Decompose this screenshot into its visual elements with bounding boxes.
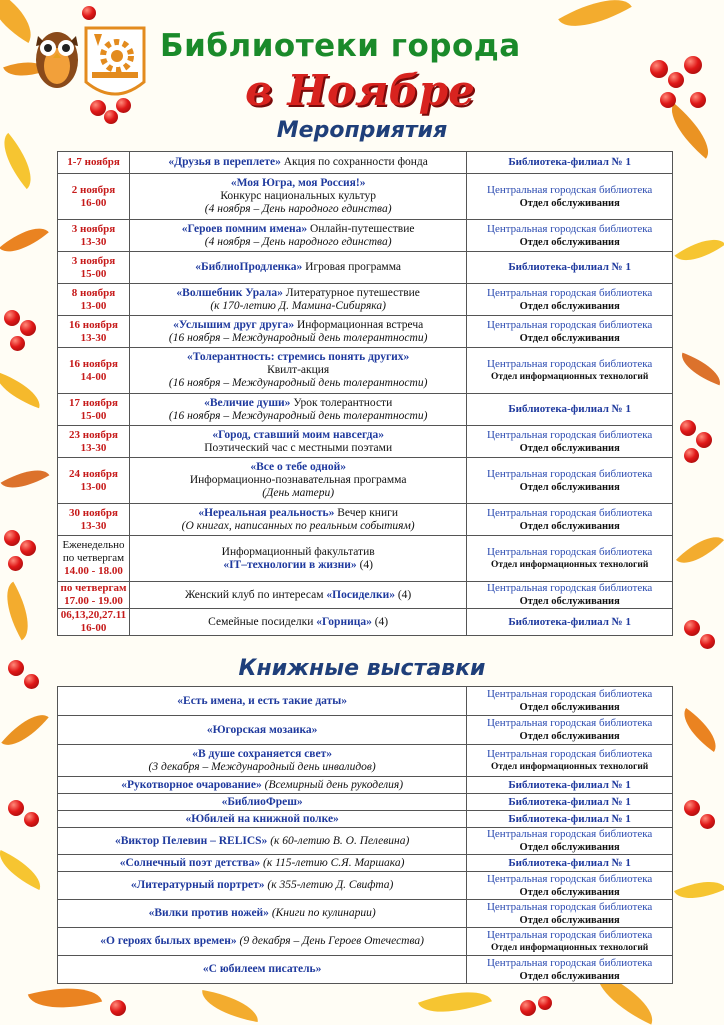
library-department: Отдел обслуживания	[519, 886, 620, 898]
event-note: (4 ноября – День народного единства)	[204, 235, 392, 248]
exhibition-description-cell	[58, 745, 467, 777]
event-date-cell	[58, 348, 130, 394]
event-date: 16 ноября	[69, 357, 118, 370]
exhibition-note: (к 115-летию С.Я. Маршака)	[260, 856, 405, 869]
event-type: Урок толерантности	[290, 396, 393, 409]
event-description-cell	[129, 316, 466, 348]
event-title-line	[132, 287, 464, 300]
exhibition-title-line	[60, 835, 464, 848]
event-row	[58, 458, 673, 504]
event-library-cell	[467, 458, 673, 504]
event-date-cell	[58, 504, 130, 536]
library-name: Центральная городская библиотека	[487, 428, 653, 441]
event-title-line	[132, 559, 464, 572]
event-description-cell	[129, 348, 466, 394]
exhibition-description-cell	[58, 794, 467, 811]
event-date: 30 ноября	[69, 506, 118, 519]
event-description-cell	[129, 536, 466, 582]
event-name: «Друзья в переплете»	[168, 156, 281, 168]
page-title: Библиотеки города	[160, 28, 521, 64]
event-date: 16 ноября	[69, 318, 118, 331]
exhibition-row	[58, 811, 673, 828]
event-name: «Героев помним имена»	[181, 222, 308, 235]
library-department: Отдел обслуживания	[519, 702, 620, 713]
exhibition-row	[58, 828, 673, 855]
exhibition-library-cell	[467, 900, 673, 928]
leaf-decoration	[1, 704, 48, 755]
exhibition-description-cell	[58, 828, 467, 855]
exhibition-row	[58, 745, 673, 777]
event-description-cell	[129, 152, 466, 174]
library-department: Отдел обслуживания	[519, 236, 620, 248]
berry-decoration	[538, 996, 552, 1010]
library-name: Центральная городская библиотека	[487, 506, 653, 519]
library-name: Библиотека-филиал № 1	[508, 261, 631, 273]
event-date: 13-30	[80, 331, 107, 344]
event-title-line	[132, 351, 464, 364]
event-date-cell	[58, 426, 130, 458]
berry-decoration	[684, 800, 700, 816]
exhibition-note: (к 60-летию В. О. Пелевина)	[267, 834, 410, 847]
event-library-cell	[467, 426, 673, 458]
exhibition-name: «Вилки против ножей»	[148, 907, 269, 919]
event-description-cell	[129, 284, 466, 316]
event-date: 17.00 - 19.00	[64, 595, 123, 607]
event-row	[58, 152, 673, 174]
exhibition-title-line	[60, 907, 464, 920]
exhibition-description-cell	[58, 928, 467, 956]
exhibition-library-cell	[467, 794, 673, 811]
event-row	[58, 220, 673, 252]
exhibition-title-line	[60, 695, 464, 708]
exhibition-library-cell	[467, 716, 673, 745]
event-name: «Моя Югра, моя Россия!»	[230, 177, 366, 189]
leaf-decoration	[676, 353, 724, 386]
owl-logo-icon	[32, 18, 82, 90]
library-name: Центральная городская библиотека	[487, 357, 653, 370]
event-name: «Толерантность: стремись понять других»	[187, 351, 410, 363]
leaf-decoration	[0, 850, 48, 890]
event-date: 3 ноября	[71, 254, 116, 267]
berry-decoration	[696, 432, 712, 448]
event-date: Еженедельно	[62, 539, 125, 551]
library-department: Отдел обслуживания	[519, 197, 620, 209]
library-name: Центральная городская библиотека	[487, 582, 653, 594]
leaf-decoration	[674, 871, 724, 909]
event-date-cell	[58, 536, 130, 582]
event-note: (16 ноября – Международный день толерантности)	[168, 409, 428, 422]
library-department: Отдел информационных технологий	[490, 761, 649, 772]
event-library-cell	[467, 348, 673, 394]
event-title-line	[132, 397, 464, 410]
event-type: Конкурс национальных культур	[220, 190, 376, 202]
events-heading: Мероприятия	[276, 118, 448, 143]
library-department: Отдел обслуживания	[519, 481, 620, 493]
exhibition-description-cell	[58, 855, 467, 872]
event-row	[58, 609, 673, 636]
exhibition-library-cell	[467, 956, 673, 984]
event-date-cell	[58, 152, 130, 174]
event-note: (16 ноября – Международный день толерантности)	[168, 377, 428, 389]
library-department: Отдел обслуживания	[519, 520, 620, 532]
exhibition-description-cell	[58, 687, 467, 716]
event-title-line	[132, 223, 464, 236]
berry-decoration	[4, 530, 20, 546]
exhibition-row	[58, 928, 673, 956]
event-row	[58, 536, 673, 582]
exhibition-name: «Югорская мозаика»	[206, 723, 318, 736]
event-date-cell	[58, 174, 130, 220]
exhibition-library-cell	[467, 928, 673, 956]
event-library-cell	[467, 174, 673, 220]
library-name: Библиотека-филиал № 1	[508, 795, 631, 808]
exhibition-title-line	[60, 748, 464, 761]
event-name: «Нереальная реальность»	[198, 506, 335, 519]
library-department: Отдел обслуживания	[519, 596, 620, 607]
event-name: «БиблиоПродленка»	[195, 261, 303, 273]
exhibition-row	[58, 716, 673, 745]
event-description-cell	[129, 458, 466, 504]
leaf-decoration	[199, 990, 262, 1022]
event-type: Онлайн-путешествие	[307, 222, 415, 235]
leaf-decoration	[0, 582, 41, 641]
event-note: (День матери)	[262, 487, 335, 499]
event-note: (16 ноября – Международный день толерантности)	[168, 331, 428, 344]
event-date-cell	[58, 458, 130, 504]
exhibitions-heading: Книжные выставки	[238, 656, 486, 681]
event-title-line	[132, 156, 464, 169]
event-date: 16-00	[80, 622, 107, 634]
exhibition-name: «С юбилеем писатель»	[202, 963, 322, 975]
event-title-line	[132, 429, 464, 442]
exhibition-row	[58, 687, 673, 716]
city-emblem-icon	[84, 26, 146, 106]
leaf-decoration	[676, 526, 724, 574]
event-type: Игровая программа	[302, 261, 402, 273]
event-row	[58, 174, 673, 220]
event-date: 24 ноября	[69, 467, 118, 480]
library-name: Центральная городская библиотека	[486, 747, 653, 760]
leaf-decoration	[0, 217, 49, 263]
leaf-decoration	[1, 460, 50, 499]
berry-decoration	[520, 1000, 536, 1016]
event-library-cell	[467, 394, 673, 426]
library-department: Отдел информационных технологий	[490, 942, 649, 953]
library-name: Библиотека-филиал № 1	[508, 778, 631, 791]
leaf-decoration	[675, 708, 724, 752]
library-department: Отдел обслуживания	[519, 332, 620, 344]
exhibition-note: (3 декабря – Международный день инвалидов)	[148, 760, 376, 773]
exhibition-description-cell	[58, 956, 467, 984]
event-name: «Посиделки»	[326, 588, 395, 601]
exhibition-description-cell	[58, 900, 467, 928]
leaf-decoration	[418, 979, 492, 1025]
exhibition-name: «Есть имена, и есть такие даты»	[177, 694, 347, 707]
event-title-line	[132, 319, 464, 332]
event-date: 13-00	[80, 299, 107, 312]
event-library-cell	[467, 284, 673, 316]
event-date-cell	[58, 220, 130, 252]
event-type: Информационно-познавательная программа	[189, 474, 407, 486]
event-type: Поэтический час с местными поэтами	[204, 441, 393, 454]
berry-decoration	[700, 814, 715, 829]
event-date: 14.00 - 18.00	[64, 565, 123, 577]
library-department: Отдел обслуживания	[519, 914, 620, 926]
exhibition-name: «БиблиоФреш»	[221, 795, 303, 808]
event-date: 2 ноября	[71, 183, 116, 196]
exhibition-row	[58, 956, 673, 984]
event-date: 3 ноября	[71, 222, 116, 235]
event-date: 15-00	[80, 267, 107, 280]
library-name: Центральная городская библиотека	[487, 286, 653, 299]
events-table	[57, 151, 673, 636]
library-name: Центральная городская библиотека	[486, 688, 653, 700]
event-date: 13-30	[80, 519, 107, 532]
library-department: Отдел обслуживания	[519, 731, 620, 742]
exhibition-name: «Юбилей на книжной полке»	[185, 812, 339, 825]
event-date: 23 ноября	[69, 428, 118, 441]
event-date-cell	[58, 316, 130, 348]
event-library-cell	[467, 582, 673, 609]
exhibition-library-cell	[467, 855, 673, 872]
event-title-line	[132, 589, 464, 602]
exhibition-library-cell	[467, 687, 673, 716]
event-date-cell	[58, 252, 130, 284]
event-name: «Горница»	[316, 615, 372, 628]
berry-decoration	[4, 310, 20, 326]
event-name: «Все о тебе одной»	[250, 461, 346, 473]
event-date: 14-00	[80, 370, 107, 383]
library-department: Отдел информационных технологий	[491, 559, 649, 570]
berry-decoration	[10, 336, 25, 351]
event-description-cell	[129, 174, 466, 220]
exhibition-title-line	[60, 779, 464, 792]
event-row	[58, 252, 673, 284]
library-department: Отдел обслуживания	[519, 442, 620, 454]
event-row	[58, 504, 673, 536]
event-type: Акция по сохранности фонда	[280, 156, 428, 168]
event-date: 13-00	[80, 480, 107, 493]
event-name: «Город, ставший моим навсегда»	[212, 428, 384, 441]
event-date-cell	[58, 394, 130, 426]
event-name: «Волшебник Урала»	[176, 286, 283, 299]
event-description-cell	[129, 582, 466, 609]
exhibition-title-line	[60, 857, 464, 870]
library-name: Библиотека-филиал № 1	[508, 403, 631, 415]
berry-decoration	[24, 812, 39, 827]
exhibition-note: (к 355-летию Д. Свифта)	[264, 879, 394, 891]
library-name: Центральная городская библиотека	[487, 545, 653, 558]
event-date: 8 ноября	[71, 286, 116, 299]
exhibition-description-cell	[58, 872, 467, 900]
event-date: 06,13,20,27.11	[60, 609, 127, 621]
event-type: Информационная встреча	[294, 318, 424, 331]
event-title-line	[132, 461, 464, 474]
library-name: Центральная городская библиотека	[487, 467, 653, 480]
event-type: Вечер книги	[334, 506, 398, 519]
event-library-cell	[467, 504, 673, 536]
library-name: Центральная городская библиотека	[486, 900, 653, 913]
exhibition-row	[58, 777, 673, 794]
exhibition-library-cell	[467, 872, 673, 900]
event-description-cell	[129, 426, 466, 458]
berry-decoration	[20, 320, 36, 336]
exhibition-row	[58, 794, 673, 811]
event-row	[58, 394, 673, 426]
exhibition-description-cell	[58, 811, 467, 828]
library-department: Отдел обслуживания	[519, 300, 620, 312]
berry-decoration	[8, 556, 23, 571]
library-department: Отдел обслуживания	[519, 842, 620, 853]
library-department: Отдел информационных технологий	[491, 371, 649, 382]
event-name: «IT–технологии в жизни»	[223, 558, 357, 571]
library-name: Центральная городская библиотека	[487, 222, 653, 235]
event-description-cell	[129, 504, 466, 536]
event-type: (4)	[356, 558, 373, 571]
event-date: 16-00	[80, 196, 107, 209]
exhibition-name: «Солнечный поэт детства»	[119, 856, 261, 869]
exhibition-library-cell	[467, 777, 673, 794]
exhibition-title-line	[60, 724, 464, 737]
event-note: (О книгах, написанных по реальным событиям)	[181, 519, 415, 532]
event-description-cell	[129, 220, 466, 252]
berry-decoration	[684, 620, 700, 636]
event-type: (4)	[371, 615, 389, 628]
library-name: Центральная городская библиотека	[486, 717, 653, 729]
library-department: Отдел обслуживания	[519, 970, 620, 982]
event-date-cell	[58, 582, 130, 609]
event-date-cell	[58, 284, 130, 316]
library-name: Библиотека-филиал № 1	[508, 156, 631, 168]
event-type: Литературное путешествие	[282, 286, 420, 299]
event-date: 17 ноября	[69, 396, 118, 409]
event-prefix: Женский клуб по интересам	[185, 588, 327, 601]
exhibition-title-line	[60, 935, 464, 948]
event-prefix: Семейные посиделки	[208, 615, 317, 628]
event-date: по четвергам	[60, 582, 127, 594]
event-date: 13-30	[80, 441, 107, 454]
berry-decoration	[680, 420, 696, 436]
event-note: (к 170-летию Д. Мамина-Сибиряка)	[210, 299, 386, 312]
event-library-cell	[467, 316, 673, 348]
event-description-cell	[129, 394, 466, 426]
exhibition-note: (Книги по кулинарии)	[268, 907, 376, 919]
event-row	[58, 582, 673, 609]
exhibitions-table	[57, 686, 673, 984]
event-library-cell	[467, 536, 673, 582]
event-date-cell	[58, 609, 130, 636]
exhibition-name: «Рукотворное очарование»	[121, 778, 262, 791]
library-name: Библиотека-филиал № 1	[508, 856, 631, 869]
event-row	[58, 284, 673, 316]
berry-decoration	[700, 634, 715, 649]
event-library-cell	[467, 152, 673, 174]
exhibition-row	[58, 872, 673, 900]
event-name: «Услышим друг друга»	[173, 318, 295, 331]
library-name: Центральная городская библиотека	[486, 928, 653, 941]
exhibition-note: (9 декабря – День Героев Отечества)	[236, 935, 424, 947]
event-note: (4 ноября – День народного единства)	[204, 203, 392, 215]
library-name: Библиотека-филиал № 1	[508, 615, 631, 628]
event-date: 13-30	[80, 235, 107, 248]
event-title-line	[132, 507, 464, 520]
berry-decoration	[8, 800, 24, 816]
exhibition-library-cell	[467, 745, 673, 777]
event-type: Квилт-акция	[267, 364, 330, 376]
event-title-line	[132, 177, 464, 190]
exhibition-title-line	[60, 796, 464, 809]
event-library-cell	[467, 252, 673, 284]
event-date: 1-7 ноября	[67, 156, 120, 168]
exhibition-title-line	[60, 963, 464, 976]
exhibition-title-line	[60, 813, 464, 826]
event-description-cell	[129, 609, 466, 636]
library-name: Центральная городская библиотека	[487, 318, 653, 331]
exhibition-title-line	[60, 879, 464, 892]
berry-decoration	[684, 448, 699, 463]
event-date: по четвергам	[62, 552, 125, 564]
library-name: Библиотека-филиал № 1	[508, 812, 631, 825]
library-name: Центральная городская библиотека	[486, 872, 653, 885]
exhibition-row	[58, 900, 673, 928]
library-name: Центральная городская библиотека	[486, 956, 653, 969]
event-library-cell	[467, 220, 673, 252]
event-row	[58, 316, 673, 348]
event-prefix: Информационный факультатив	[221, 545, 375, 558]
berry-decoration	[110, 1000, 126, 1016]
exhibition-library-cell	[467, 811, 673, 828]
event-library-cell	[467, 609, 673, 636]
page-subtitle-month: в Ноябре	[245, 66, 475, 115]
event-row	[58, 348, 673, 394]
library-name: Центральная городская библиотека	[487, 183, 653, 196]
event-date: 15-00	[80, 409, 107, 422]
exhibition-description-cell	[58, 716, 467, 745]
berry-decoration	[20, 540, 36, 556]
event-title-line	[132, 261, 464, 274]
exhibition-name: «Виктор Пелевин – RELICS»	[114, 834, 268, 847]
exhibition-row	[58, 855, 673, 872]
exhibition-name: «Литературный портрет»	[130, 879, 265, 891]
event-title-line	[132, 616, 464, 629]
leaf-decoration	[0, 372, 46, 409]
leaf-decoration	[675, 228, 724, 272]
event-row	[58, 426, 673, 458]
event-type: (4)	[394, 588, 412, 601]
exhibition-name: «О героях былых времен»	[100, 935, 237, 947]
event-name: «Величие души»	[204, 396, 291, 409]
library-name: Центральная городская библиотека	[486, 828, 653, 840]
exhibition-library-cell	[467, 828, 673, 855]
exhibition-note: (Всемирный день рукоделия)	[261, 778, 404, 791]
exhibition-description-cell	[58, 777, 467, 794]
event-description-cell	[129, 252, 466, 284]
exhibition-name: «В душе сохраняется свет»	[192, 747, 333, 760]
